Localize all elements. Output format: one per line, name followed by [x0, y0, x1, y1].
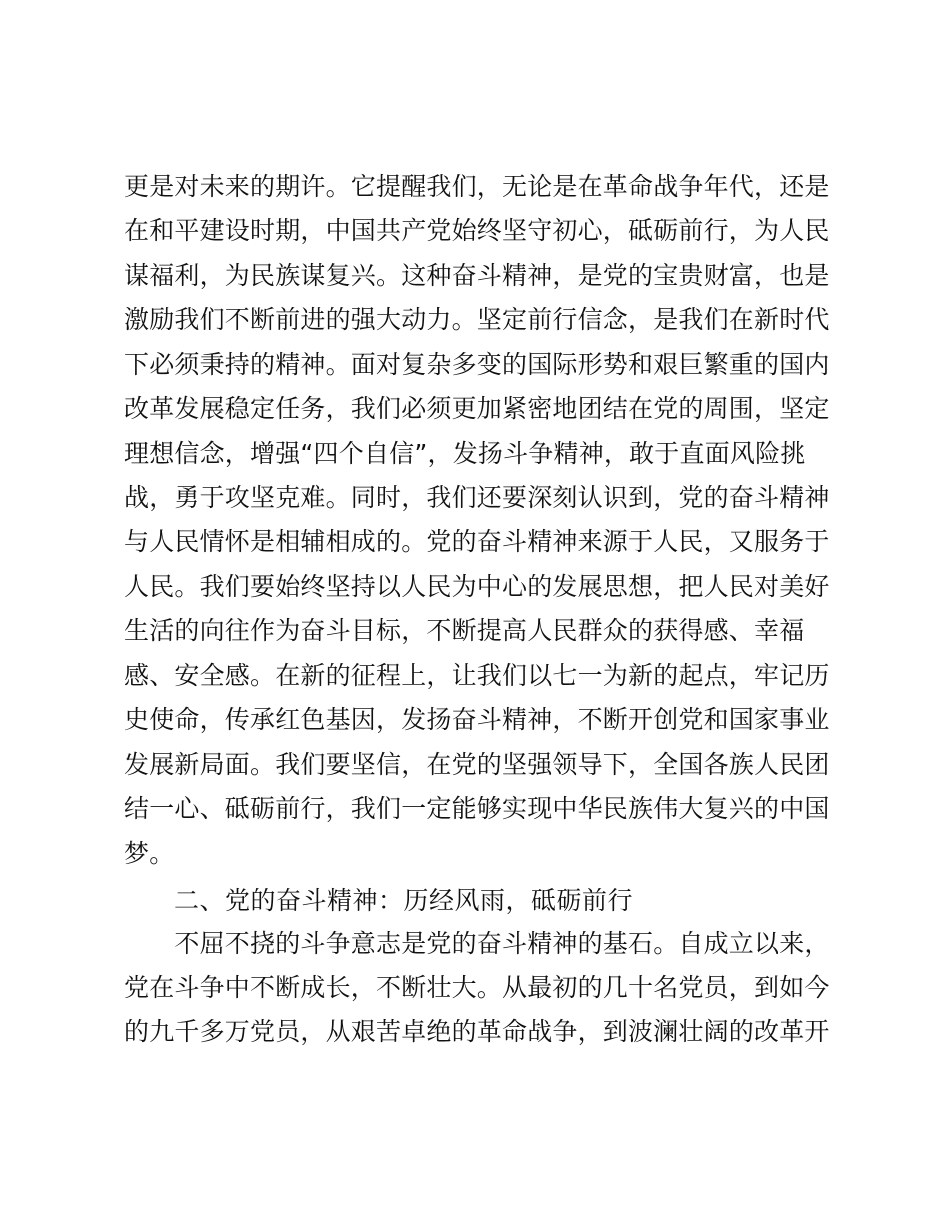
paragraph-line: 战，勇于攻坚克难。同时，我们还要深刻认识到，党的奋斗精神: [124, 483, 830, 512]
paragraph-line: 谋福利，为民族谋复兴。这种奋斗精神，是党的宝贵财富，也是: [124, 261, 830, 290]
section-heading: 二、党的奋斗精神：历经风雨，砥砺前行: [174, 886, 634, 915]
paragraph-line: 下必须秉持的精神。面对复杂多变的国际形势和艰巨繁重的国内: [124, 350, 830, 379]
paragraph-line: 在和平建设时期，中国共产党始终坚守初心，砥砺前行，为人民: [124, 216, 830, 245]
paragraph-line: 激励我们不断前进的强大动力。坚定前行信念，是我们在新时代: [124, 305, 830, 334]
paragraph-line: 人民。我们要始终坚持以人民为中心的发展思想，把人民对美好: [124, 572, 830, 601]
paragraph-line: 生活的向往作为奋斗目标，不断提高人民群众的获得感、幸福: [124, 616, 805, 645]
paragraph-line: 发展新局面。我们要坚信，在党的坚强领导下，全国各族人民团: [124, 750, 830, 779]
paragraph-line: 党在斗争中不断成长，不断壮大。从最初的几十名党员，到如今: [124, 973, 830, 1002]
paragraph-line: 结一心、砥砺前行，我们一定能够实现中华民族伟大复兴的中国: [124, 794, 830, 823]
paragraph-line: 的九千多万党员，从艰苦卓绝的革命战争，到波澜壮阔的改革开: [124, 1017, 830, 1046]
paragraph-line: 感、安全感。在新的征程上，让我们以七一为新的起点，牢记历: [124, 661, 830, 690]
paragraph-line: 更是对未来的期许。它提醒我们，无论是在革命战争年代，还是: [124, 172, 830, 201]
paragraph-line: 改革发展稳定任务，我们必须更加紧密地团结在党的周围，坚定: [124, 394, 830, 423]
paragraph-line: 理想信念，增强“四个自信”，发扬斗争精神，敢于直面风险挑: [124, 439, 806, 468]
paragraph-line: 不屈不挠的斗争意志是党的奋斗精神的基石。自成立以来，: [124, 929, 830, 958]
paragraph-line: 史使命，传承红色基因，发扬奋斗精神，不断开创党和国家事业: [124, 705, 830, 734]
paragraph-line: 与人民情怀是相辅相成的。党的奋斗精神来源于人民，又服务于: [124, 527, 830, 556]
paragraph-line: 梦。: [124, 839, 175, 868]
